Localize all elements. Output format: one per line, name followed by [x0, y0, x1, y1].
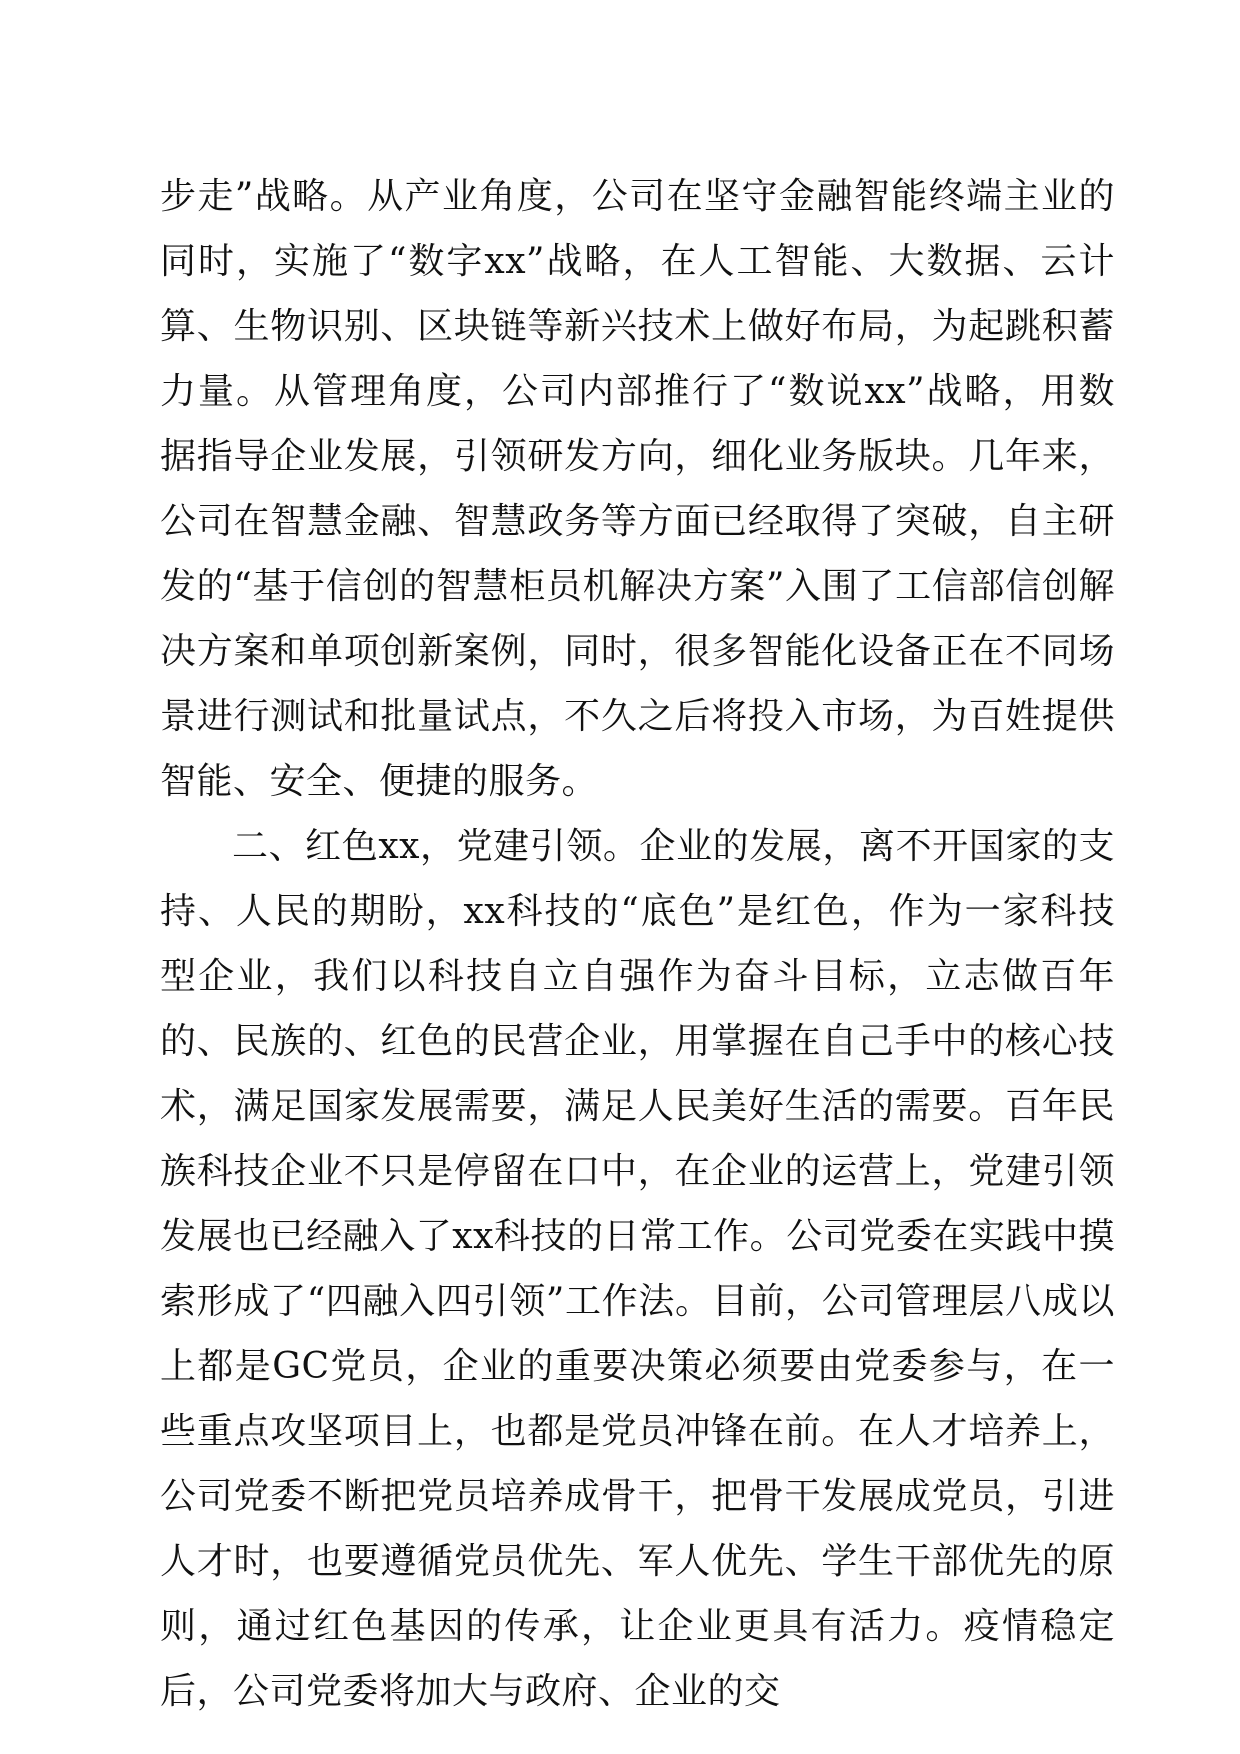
paragraph-strategy: 步走”战略。从产业角度，公司在坚守金融智能终端主业的同时，实施了“数字xx”战略，在人工智能、大数据、云计算、生物识别、区块链等新兴技术上做好布局，为起跳积蓄力量。从管理角度，公司内部推行了“数说xx”战略，用数据指导企业发展，引领研发方向，细化业务版块。几年来，公司在智慧金融、智慧政务等方面已经取得了突破，自主研发的“基于信创的智慧柜员机解决方案”入围了工信部信创解决方案和单项创新案例，同时，很多智能化设备正在不同场景进行测试和批量试点，不久之后将投入市场，为百姓提供智能、安全、便捷的服务。	[160, 176, 1115, 802]
paragraph-party-building: 二、红色xx，党建引领。企业的发展，离不开国家的支持、人民的期盼，xx科技的“底色”是红色，作为一家科技型企业，我们以科技自立自强作为奋斗目标，立志做百年的、民族的、红色的民营企业，用掌握在自己手中的核心技术，满足国家发展需要，满足人民美好生活的需要。百年民族科技企业不只是停留在口中，在企业的运营上，党建引领发展也已经融入了xx科技的日常工作。公司党委在实践中摸索形成了“四融入四引领”工作法。目前，公司管理层八成以上都是GC党员，企业的重要决策必须要由党委参与，在一些重点攻坚项目上，也都是党员冲锋在前。在人才培养上，公司党委不断把党员培养成骨干，把骨干发展成党员，引进人才时，也要遵循党员优先、军人优先、学生干部优先的原则，通过红色基因的传承，让企业更具有活力。疫情稳定后，公司党委将加大与政府、企业的交	[160, 826, 1115, 1712]
document-body	[160, 164, 1115, 1724]
